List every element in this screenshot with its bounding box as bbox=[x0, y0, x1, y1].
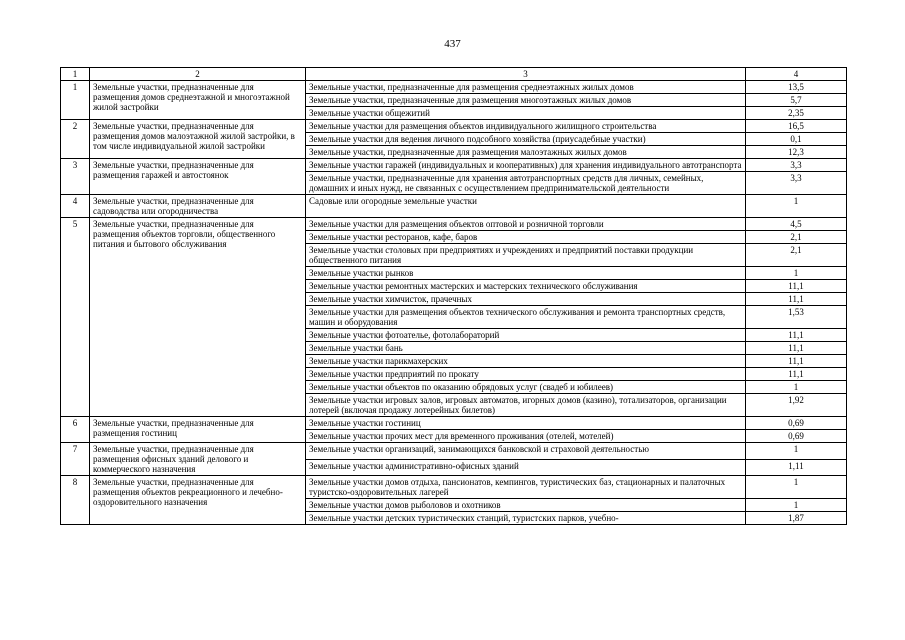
row-value: 2,35 bbox=[746, 107, 847, 120]
group-category: Земельные участки, предназначенные для размещения объектов торговли, общественного питания и бытового обслуживания bbox=[90, 218, 306, 417]
row-value: 1 bbox=[746, 499, 847, 512]
row-description: Земельные участки домов отдыха, пансионатов, кемпингов, туристических баз, стационарных и палаточных туристско-оздоровительных лагерей bbox=[306, 476, 746, 499]
row-value: 1,92 bbox=[746, 394, 847, 417]
group-category: Земельные участки, предназначенные для размещения домов малоэтажной жилой застройки, в том числе индивидуальной жилой застройки bbox=[90, 120, 306, 159]
group-number: 4 bbox=[61, 195, 90, 218]
row-description: Земельные участки общежитий bbox=[306, 107, 746, 120]
row-description: Земельные участки, предназначенные для размещения малоэтажных жилых домов bbox=[306, 146, 746, 159]
row-value: 3,3 bbox=[746, 159, 847, 172]
row-value: 5,7 bbox=[746, 94, 847, 107]
row-description: Земельные участки парикмахерских bbox=[306, 355, 746, 368]
row-value: 0,1 bbox=[746, 133, 847, 146]
group-category: Земельные участки, предназначенные для садоводства или огородничества bbox=[90, 195, 306, 218]
table-row bbox=[61, 159, 847, 172]
row-description: Земельные участки гостиниц bbox=[306, 417, 746, 430]
table-row bbox=[61, 120, 847, 133]
header-row bbox=[61, 68, 847, 81]
row-value: 11,1 bbox=[746, 368, 847, 381]
row-description: Земельные участки для размещения объектов технического обслуживания и ремонта транспортных средств, машин и оборудования bbox=[306, 306, 746, 329]
row-description: Земельные участки для размещения объектов оптовой и розничной торговли bbox=[306, 218, 746, 231]
group-number: 7 bbox=[61, 443, 90, 476]
group-number: 2 bbox=[61, 120, 90, 159]
row-description: Земельные участки игровых залов, игровых автоматов, игорных домов (казино), тотализаторов, организации лотерей (включая продажу лотерейных билетов) bbox=[306, 394, 746, 417]
row-description: Земельные участки ресторанов, кафе, баров bbox=[306, 231, 746, 244]
row-value: 13,5 bbox=[746, 81, 847, 94]
row-description: Земельные участки объектов по оказанию обрядовых услуг (свадеб и юбилеев) bbox=[306, 381, 746, 394]
row-description: Земельные участки, предназначенные для размещения многоэтажных жилых домов bbox=[306, 94, 746, 107]
row-description: Земельные участки, предназначенные для размещения среднеэтажных жилых домов bbox=[306, 81, 746, 94]
row-description: Садовые или огородные земельные участки bbox=[306, 195, 746, 218]
table-row bbox=[61, 476, 847, 499]
row-value: 0,69 bbox=[746, 430, 847, 443]
row-value: 12,3 bbox=[746, 146, 847, 159]
row-description: Земельные участки организаций, занимающихся банковской и страховой деятельностью bbox=[306, 443, 746, 460]
row-value: 1,53 bbox=[746, 306, 847, 329]
row-value: 3,3 bbox=[746, 172, 847, 195]
row-description: Земельные участки предприятий по прокату bbox=[306, 368, 746, 381]
group-category: Земельные участки, предназначенные для размещения домов среднеэтажной и многоэтажной жилой застройки bbox=[90, 81, 306, 120]
coefficients-table bbox=[60, 67, 847, 525]
group-number: 6 bbox=[61, 417, 90, 443]
row-value: 1 bbox=[746, 195, 847, 218]
row-value: 0,69 bbox=[746, 417, 847, 430]
table-row bbox=[61, 195, 847, 218]
row-description: Земельные участки для ведения личного подсобного хозяйства (приусадебные участки) bbox=[306, 133, 746, 146]
table-row bbox=[61, 417, 847, 430]
row-value: 11,1 bbox=[746, 355, 847, 368]
row-value: 1 bbox=[746, 476, 847, 499]
row-description: Земельные участки для размещения объектов индивидуального жилищного строительства bbox=[306, 120, 746, 133]
row-value: 1 bbox=[746, 443, 847, 460]
group-number: 3 bbox=[61, 159, 90, 195]
group-category: Земельные участки, предназначенные для размещения гаражей и автостоянок bbox=[90, 159, 306, 195]
row-value: 11,1 bbox=[746, 293, 847, 306]
row-description: Земельные участки гаражей (индивидуальных и кооперативных) для хранения индивидуального автотранспорта bbox=[306, 159, 746, 172]
row-value: 1 bbox=[746, 267, 847, 280]
row-value: 11,1 bbox=[746, 342, 847, 355]
row-description: Земельные участки прочих мест для временного проживания (отелей, мотелей) bbox=[306, 430, 746, 443]
header-cell: 4 bbox=[746, 68, 847, 81]
row-value: 4,5 bbox=[746, 218, 847, 231]
header-cell: 3 bbox=[306, 68, 746, 81]
row-value: 1,87 bbox=[746, 512, 847, 525]
table-body bbox=[61, 81, 847, 525]
row-description: Земельные участки рынков bbox=[306, 267, 746, 280]
row-description: Земельные участки столовых при предприятиях и учреждениях и предприятий поставки продукции общественного питания bbox=[306, 244, 746, 267]
group-category: Земельные участки, предназначенные для размещения гостиниц bbox=[90, 417, 306, 443]
row-value: 11,1 bbox=[746, 329, 847, 342]
group-category: Земельные участки, предназначенные для размещения офисных зданий делового и коммерческого назначения bbox=[90, 443, 306, 476]
table-row bbox=[61, 443, 847, 460]
row-description: Земельные участки домов рыболовов и охотников bbox=[306, 499, 746, 512]
group-number: 5 bbox=[61, 218, 90, 417]
group-category: Земельные участки, предназначенные для размещения объектов рекреационного и лечебно-оздоровительного назначения bbox=[90, 476, 306, 525]
header-cell: 2 bbox=[90, 68, 306, 81]
row-description: Земельные участки административно-офисных зданий bbox=[306, 459, 746, 476]
group-number: 8 bbox=[61, 476, 90, 525]
row-value: 11,1 bbox=[746, 280, 847, 293]
table-row bbox=[61, 81, 847, 94]
row-description: Земельные участки химчисток, прачечных bbox=[306, 293, 746, 306]
row-value: 2,1 bbox=[746, 244, 847, 267]
group-number: 1 bbox=[61, 81, 90, 120]
row-value: 16,5 bbox=[746, 120, 847, 133]
row-description: Земельные участки фотоателье, фотолабораторий bbox=[306, 329, 746, 342]
row-value: 1 bbox=[746, 381, 847, 394]
page-number: 437 bbox=[444, 38, 461, 50]
row-value: 1,11 bbox=[746, 459, 847, 476]
row-description: Земельные участки ремонтных мастерских и мастерских технического обслуживания bbox=[306, 280, 746, 293]
row-description: Земельные участки детских туристических станций, туристских парков, учебно- bbox=[306, 512, 746, 525]
table-row bbox=[61, 218, 847, 231]
row-value: 2,1 bbox=[746, 231, 847, 244]
header-cell: 1 bbox=[61, 68, 90, 81]
row-description: Земельные участки бань bbox=[306, 342, 746, 355]
row-description: Земельные участки, предназначенные для хранения автотранспортных средств для личных, семейных, домашних и иных нужд, не связанных с осуществлением предпринимательской деятельности bbox=[306, 172, 746, 195]
